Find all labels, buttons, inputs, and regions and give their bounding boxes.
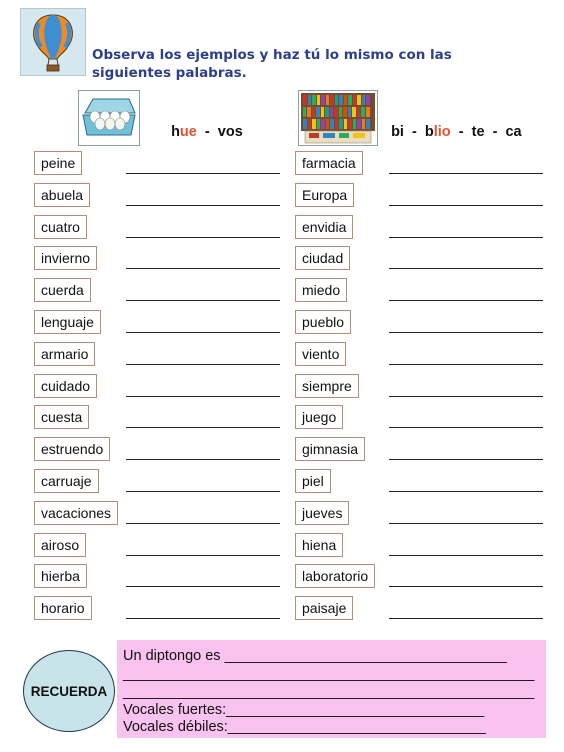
word-box: viento: [295, 342, 346, 366]
answer-line[interactable]: [126, 364, 280, 365]
answer-line[interactable]: [389, 237, 543, 238]
word-box: paisaje: [295, 596, 353, 620]
example-biblioteca: [383, 108, 522, 140]
word-box: cuerda: [34, 278, 91, 302]
example-huevos: [163, 108, 243, 140]
instruction-line-1: Observa los ejemplos y haz tú lo mismo con las: [92, 47, 452, 63]
answer-line[interactable]: [389, 396, 543, 397]
answer-line[interactable]: [389, 586, 543, 587]
answer-line-2: ___________________________________________________: [123, 666, 535, 682]
word-box: farmacia: [295, 151, 363, 175]
example-biblioteca-diphthong: lio: [433, 124, 451, 140]
answer-line[interactable]: [389, 364, 543, 365]
balloon-icon: [21, 9, 85, 75]
word-box: vacaciones: [34, 501, 118, 525]
word-box: Europa: [295, 183, 354, 207]
example-huevos-vos: vos: [217, 124, 243, 140]
word-box: horario: [34, 596, 92, 620]
recuerda-label: RECUERDA: [30, 683, 108, 699]
word-box: hiena: [295, 533, 343, 557]
word-box: envidia: [295, 215, 353, 239]
answer-line[interactable]: [389, 555, 543, 556]
answer-line[interactable]: [389, 300, 543, 301]
word-box: juego: [295, 405, 343, 429]
word-box: lenguaje: [34, 310, 101, 334]
bookshelf-icon: [299, 91, 377, 145]
example-biblioteca-part3: - te - ca: [450, 124, 522, 140]
answer-line[interactable]: [126, 205, 280, 206]
word-box: carruaje: [34, 469, 99, 493]
library-image: [298, 90, 378, 146]
word-box: hierba: [34, 564, 87, 588]
answer-line[interactable]: [389, 173, 543, 174]
example-huevos-h: h: [171, 124, 180, 140]
answer-line[interactable]: [126, 491, 280, 492]
example-huevos-separator: -: [196, 124, 218, 140]
word-box: invierno: [34, 246, 97, 270]
answer-line[interactable]: [389, 459, 543, 460]
answer-line[interactable]: [389, 618, 543, 619]
answer-line[interactable]: [126, 555, 280, 556]
word-box: piel: [295, 469, 331, 493]
hot-air-balloon-image: [20, 8, 86, 76]
answer-line[interactable]: [126, 427, 280, 428]
answer-line[interactable]: [126, 332, 280, 333]
example-biblioteca-part1: bi - b: [391, 124, 434, 140]
word-box: miedo: [295, 278, 347, 302]
answer-line[interactable]: [126, 237, 280, 238]
answer-line[interactable]: [126, 586, 280, 587]
diptongo-definition-line: Un diptongo es ___________________________________: [123, 648, 507, 664]
word-box: abuela: [34, 183, 90, 207]
word-box: laboratorio: [295, 564, 375, 588]
answer-line[interactable]: [389, 332, 543, 333]
answer-line[interactable]: [126, 396, 280, 397]
word-box: cuesta: [34, 405, 89, 429]
word-box: pueblo: [295, 310, 351, 334]
word-box: siempre: [295, 374, 359, 398]
answer-line-3: ___________________________________________________: [123, 684, 535, 700]
answer-line[interactable]: [389, 268, 543, 269]
answer-line[interactable]: [126, 459, 280, 460]
answer-line[interactable]: [389, 491, 543, 492]
word-box: cuidado: [34, 374, 97, 398]
egg-carton-image: [78, 90, 140, 146]
word-box: gimnasia: [295, 437, 365, 461]
answer-line[interactable]: [126, 173, 280, 174]
instruction-line-2: siguientes palabras.: [92, 65, 247, 81]
word-box: peine: [34, 151, 82, 175]
word-box: cuatro: [34, 215, 87, 239]
recuerda-box: [117, 640, 546, 738]
answer-line[interactable]: [126, 268, 280, 269]
answer-line[interactable]: [389, 523, 543, 524]
word-box: armario: [34, 342, 95, 366]
word-box: airoso: [34, 533, 86, 557]
answer-line[interactable]: [389, 205, 543, 206]
answer-line[interactable]: [389, 427, 543, 428]
answer-line[interactable]: [126, 300, 280, 301]
answer-line[interactable]: [126, 618, 280, 619]
vocales-fuertes-line: Vocales fuertes:________________________________: [123, 702, 485, 718]
recuerda-badge: [23, 650, 115, 732]
vocales-debiles-line: Vocales débiles:________________________________: [123, 719, 486, 735]
egg-carton-icon: [79, 91, 139, 145]
example-huevos-diphthong: ue: [179, 124, 197, 140]
word-box: estruendo: [34, 437, 110, 461]
word-box: jueves: [295, 501, 349, 525]
answer-line[interactable]: [126, 523, 280, 524]
instruction-text: [92, 46, 492, 82]
word-box: ciudad: [295, 246, 350, 270]
